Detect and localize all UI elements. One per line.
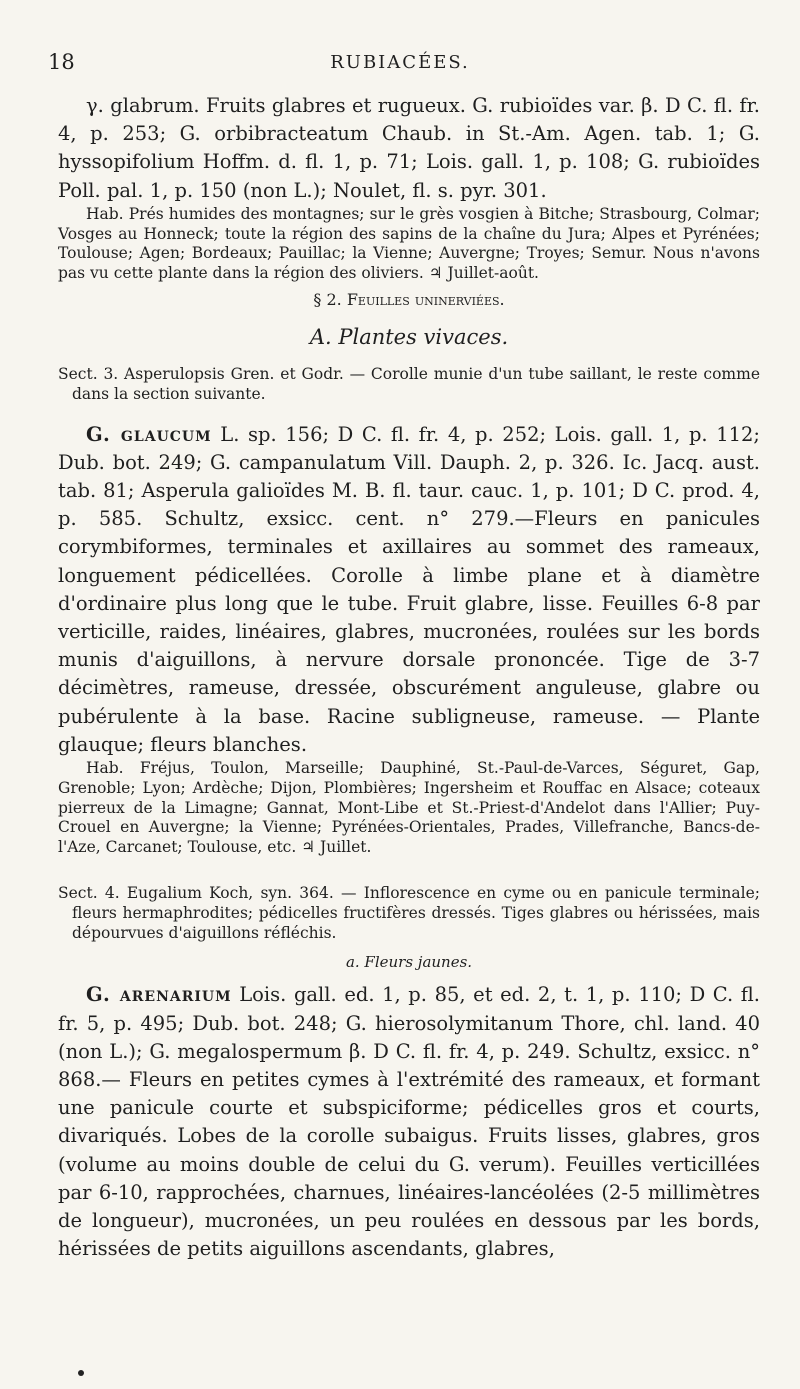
subsection-heading: A. Plantes vivaces. bbox=[309, 325, 509, 349]
page-number: 18 bbox=[48, 50, 75, 74]
arenarium-entry bbox=[58, 981, 760, 1263]
running-title: RUBIACÉES. bbox=[330, 52, 470, 73]
glaucum-entry bbox=[58, 421, 760, 759]
ink-mark bbox=[78, 1370, 84, 1376]
glaucum-habitat: Hab. Fréjus, Toulon, Marseille; Dauphiné, St.-Paul-de-Varces, Séguret, Gap, Grenoble; Lyon; Ardèche; Dijon, Plombières; Ingersheim et Rouffac en Alsace; coteaux pierreux de la Limagne; Gannat, Mont-Libe et St.-Priest-d'Andelot dans l'Allier; Puy-Crouel en Auvergne; la Vienne; Pyrénées-Orientales, Prades, Villefranche, Bancs-de-l'Aze, Carcanet; Toulouse, etc. ♃ Juillet. bbox=[58, 759, 760, 857]
species-name-arenarium: G. arenarium bbox=[86, 983, 232, 1007]
page-content bbox=[58, 92, 760, 1263]
section-heading: § 2. Feuilles uninerviées. bbox=[313, 290, 505, 309]
glaucum-text: L. sp. 156; D C. fl. fr. 4, p. 252; Lois. gall. 1, p. 112; Dub. bot. 249; G. campanulatum Vill. Dauph. 2, p. 326. Ic. Jacq. aust. tab. 81; Asperula galioïdes M. B. fl. taur. cauc. 1, p. 101; D C. prod. 4, p. 585. Schultz, exsicc. cent. n° 279.—Fleurs en panicules corymbiformes, terminales et axillaires au sommet des rameaux, longuement pédicellées. Corolle à limbe plane et à diamètre d'ordinaire plus long que le tube. Fruit glabre, lisse. Feuilles 6-8 par verticille, raides, linéaires, glabres, mucronées, roulées sur les bords munis d'aiguillons, à nervure dorsale prononcée. Tige de 3-7 décimètres, rameuse, dressée, obscurément anguleuse, glabre ou pubérulente à la base. Racine sublignеuse, rameuse. — Plante glauque; fleurs blanches. bbox=[58, 422, 761, 756]
sect3-description: Sect. 3. Asperulopsis Gren. et Godr. — Corolle munie d'un tube saillant, le reste comme dans la section suivante. bbox=[58, 365, 760, 403]
variety-gamma-habitat: Hab. Prés humides des montagnes; sur le grès vosgien à Bitche; Strasbourg, Colmar; Vosges au Honneck; toute la région des sapins de la chaîne du Jura; Alpes et Pyrénées; Toulouse; Agen; Bordeaux; Pauillac; la Vienne; Auvergne; Troyes; Semur. Nous n'avons pas vu cette plante dans la région des oliviers. ♃ Juillet-août. bbox=[58, 204, 760, 283]
page-header bbox=[0, 50, 800, 80]
species-name-glaucum: G. glaucum bbox=[86, 422, 212, 446]
subgroup-heading: a. Fleurs jaunes. bbox=[345, 953, 473, 972]
arenarium-text: Lois. gall. ed. 1, p. 85, et ed. 2, t. 1, p. 110; D C. fl. fr. 5, p. 495; Dub. bot. 248; G. hierosolymitanum Thore, chl. land. 40 (non L.); G. megalospermum β. D C. fl. fr. 4, p. 249. Schultz, exsicc. n° 868.— Fleurs en petites cymes à l'extrémité des rameaux, et formant une panicule courte et subspiciforme; pédicelles gros et courts, divariqués. Lobes de la corolle subaigus. Fruits lisses, glabres, gros (volume au moins double de celui du G. verum). Feuilles verticillées par 6-10, rapprochées, charnues, linéaires-lancéolées (2-5 millimètres de longueur), mucronées, un peu roulées en dessous par les bords, hérissées de petits aiguillons ascendants, glabres, bbox=[58, 983, 760, 1261]
variety-gamma-text: γ. glabrum. Fruits glabres et rugueux. G. rubioïdes var. β. D C. fl. fr. 4, p. 253; G. orbibracteatum Chaub. in St.-Am. Agen. tab. 1; G. hyssopifolium Hoffm. d. fl. 1, p. 71; Lois. gall. 1, p. 108; G. rubioïdes Poll. pal. 1, p. 150 (non L.); Noulet, fl. s. pyr. 301. bbox=[58, 94, 760, 202]
sect4-description: Sect. 4. Eugalium Koch, syn. 364. — Inflorescence en cyme ou en panicule terminale; fleurs hermaphrodites; pédicelles fructifères dressés. Tiges glabres ou hérissées, mais dépourvues d'aiguillons réfléchis. bbox=[58, 884, 760, 942]
